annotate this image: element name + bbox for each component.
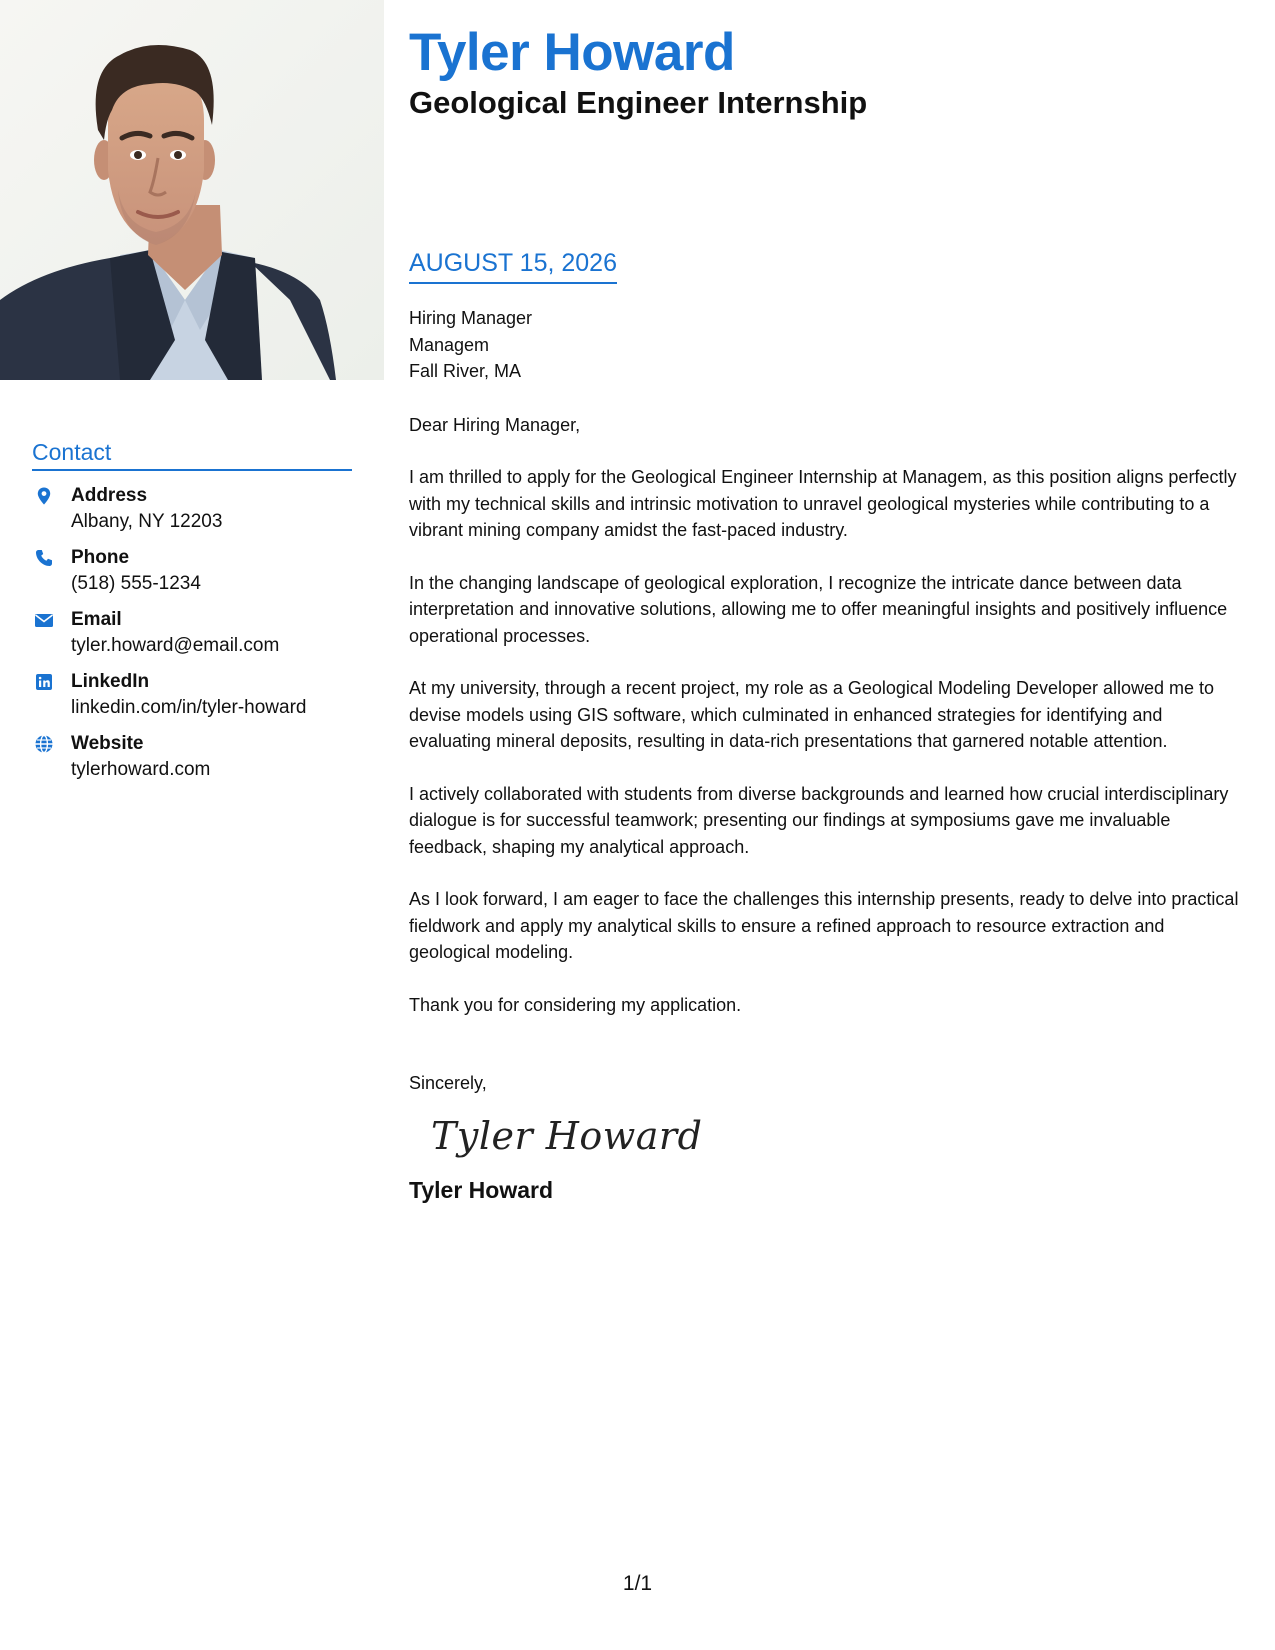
map-pin-icon (34, 486, 54, 506)
phone-icon (34, 548, 54, 568)
website-value[interactable]: tylerhoward.com (71, 759, 211, 780)
letter-header (409, 22, 1239, 122)
contact-item-address (32, 483, 352, 534)
date-section (409, 246, 1249, 284)
linkedin-icon (34, 672, 54, 692)
phone-value[interactable]: (518) 555-1234 (71, 573, 201, 594)
job-title: Geological Engineer Internship (409, 85, 868, 120)
contact-label: Email (71, 609, 122, 630)
body-paragraph: I actively collaborated with students from diverse backgrounds and learned how crucial interdisciplinary dialogue is for successful teamwork; presenting our findings at symposiums gave me invaluable feedback, shaping my analytical approach. (409, 783, 1229, 857)
closing-thanks: Thank you for considering my application. (409, 994, 742, 1015)
contact-label: Phone (71, 547, 130, 568)
recipient-location: Fall River, MA (409, 361, 522, 381)
contact-label: Website (71, 733, 144, 754)
profile-photo (0, 0, 384, 380)
contact-heading: Contact (32, 438, 352, 471)
contact-item-linkedin (32, 669, 352, 720)
salutation: Dear Hiring Manager, (409, 414, 581, 435)
contact-label: Address (71, 485, 148, 506)
address-value: Albany, NY 12203 (71, 511, 223, 532)
recipient-title: Hiring Manager (409, 308, 533, 328)
contact-item-email (32, 607, 352, 658)
email-icon (34, 610, 54, 630)
body-paragraph: In the changing landscape of geological exploration, I recognize the intricate dance between data interpretation and innovative solutions, allowing me to offer meaningful insights and positively influence operational processes. (409, 572, 1228, 646)
recipient-block (409, 305, 1249, 385)
page-number: 1/1 (622, 1572, 653, 1595)
globe-icon (34, 734, 54, 754)
handwritten-signature: Tyler Howard (431, 1113, 703, 1158)
signoff: Sincerely, (409, 1073, 487, 1093)
contact-label: LinkedIn (71, 671, 150, 692)
applicant-name: Tyler Howard (409, 23, 735, 82)
contact-item-phone (32, 545, 352, 596)
recipient-company: Managem (409, 334, 490, 355)
body-paragraph: As I look forward, I am eager to face the challenges this internship presents, ready to delve into practical fieldwork and apply my analytical skills to ensure a refined approach to resource extraction and geological modeling. (409, 889, 1239, 962)
signer-name: Tyler Howard (409, 1176, 553, 1203)
email-value[interactable]: tyler.howard@email.com (71, 635, 280, 656)
letter-date: AUGUST 15, 2026 (409, 246, 617, 284)
contact-section (32, 438, 352, 793)
body-paragraph: I am thrilled to apply for the Geological Engineer Internship at Managem, as this position aligns perfectly with my technical skills and intrinsic motivation to unravel geological mysteries while contributing to a vibrant mining company amidst the fast-paced industry. (409, 467, 1237, 540)
contact-item-website (32, 731, 352, 782)
linkedin-value[interactable]: linkedin.com/in/tyler-howard (71, 697, 307, 718)
body-paragraph: At my university, through a recent project, my role as a Geological Modeling Developer allowed me to devise models using GIS software, which culminated in enhanced strategies for identifying and evaluating mineral deposits, resulting in data-rich presentations that garnered notable attention. (409, 678, 1215, 751)
letter-body (409, 246, 1249, 1205)
